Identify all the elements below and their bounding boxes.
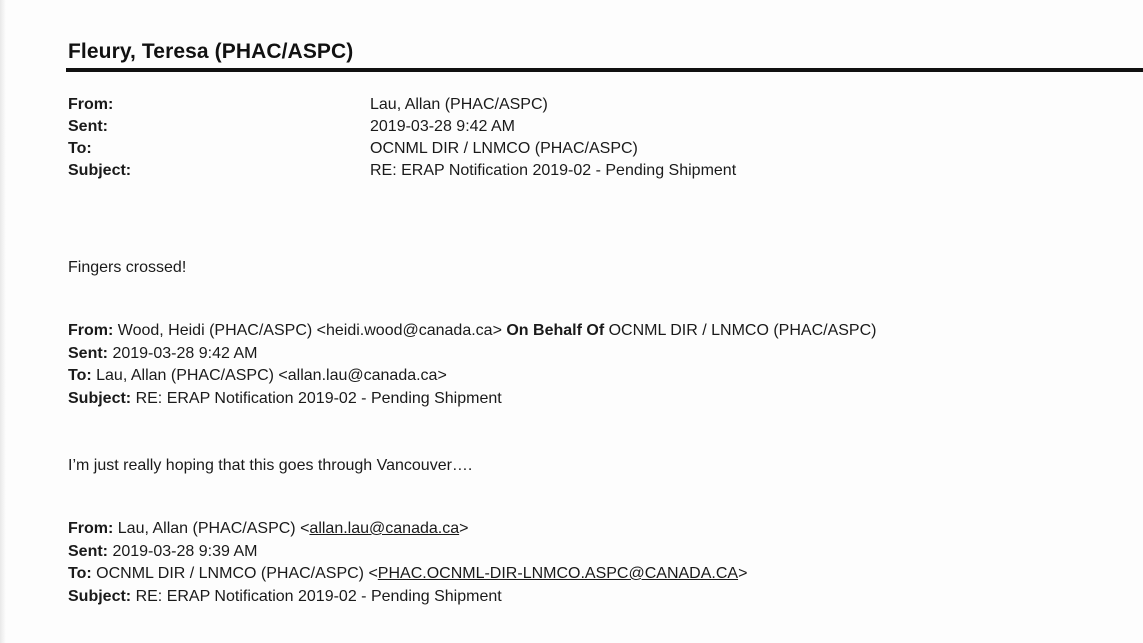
header-from-row <box>68 94 968 116</box>
quoted-1-message: I’m just really hoping that this goes through Vancouver…. <box>68 457 473 474</box>
quoted-1-subject-value: RE: ERAP Notification 2019-02 - Pending Shipment <box>131 389 502 407</box>
header-to-row <box>68 138 968 160</box>
header-subject-row <box>68 160 968 182</box>
owner-divider-rule <box>66 68 1143 72</box>
quoted-1-sent-line <box>68 343 876 366</box>
mailbox-owner-name: Fleury, Teresa (PHAC/ASPC) <box>68 40 354 63</box>
quoted-2-sent-label: Sent: <box>68 542 108 560</box>
quoted-1-to-line <box>68 365 876 388</box>
quoted-message-1 <box>68 320 876 410</box>
quoted-1-behalf-label: On Behalf Of <box>506 322 605 339</box>
quoted-2-to-close: > <box>738 565 748 582</box>
header-sent-label: Sent: <box>68 118 108 135</box>
quoted-1-to-value: Lau, Allan (PHAC/ASPC) <allan.lau@canada.ca> <box>91 367 447 384</box>
quoted-1-from-value: Wood, Heidi (PHAC/ASPC) <heidi.wood@canada.ca> <box>113 322 507 339</box>
quoted-1-sent-label: Sent: <box>68 344 108 362</box>
quoted-message-2 <box>68 518 747 608</box>
header-to-value: OCNML DIR / LNMCO (PHAC/ASPC) <box>370 140 638 157</box>
quoted-2-from-email-link[interactable]: allan.lau@canada.ca <box>309 520 460 537</box>
quoted-2-from-name: Lau, Allan (PHAC/ASPC) < <box>113 520 310 537</box>
header-subject-label: Subject: <box>68 162 132 179</box>
quoted-1-subject-line <box>68 388 876 411</box>
page-edge-shadow <box>0 0 6 643</box>
quoted-1-from-label: From: <box>68 322 114 339</box>
header-from-value: Lau, Allan (PHAC/ASPC) <box>370 96 548 113</box>
header-from-label: From: <box>68 96 114 113</box>
quoted-1-sent-value: 2019-03-28 9:42 AM <box>108 344 258 362</box>
quoted-2-sent-value: 2019-03-28 9:39 AM <box>108 542 258 560</box>
header-subject-value: RE: ERAP Notification 2019-02 - Pending Shipment <box>370 162 737 179</box>
quoted-2-from-line <box>68 518 747 541</box>
quoted-2-to-line <box>68 563 747 586</box>
quoted-1-subject-label: Subject: <box>68 389 132 407</box>
quoted-2-subject-label: Subject: <box>68 587 132 605</box>
quoted-2-to-label: To: <box>68 565 92 582</box>
quoted-2-to-name: OCNML DIR / LNMCO (PHAC/ASPC) < <box>91 565 378 582</box>
quoted-2-to-email-link[interactable]: PHAC.OCNML-DIR-LNMCO.ASPC@CANADA.CA <box>377 565 739 582</box>
quoted-2-from-label: From: <box>68 520 114 537</box>
quoted-1-from-line <box>68 320 876 343</box>
quoted-2-subject-line <box>68 586 747 609</box>
body-message: Fingers crossed! <box>68 259 187 276</box>
header-to-label: To: <box>68 140 92 157</box>
quoted-1-behalf-value: OCNML DIR / LNMCO (PHAC/ASPC) <box>604 322 877 339</box>
message-header <box>68 94 968 182</box>
header-sent-row <box>68 116 968 138</box>
quoted-2-sent-line <box>68 541 747 564</box>
quoted-2-subject-value: RE: ERAP Notification 2019-02 - Pending Shipment <box>131 587 502 605</box>
quoted-1-to-label: To: <box>68 367 92 384</box>
quoted-2-from-close: > <box>459 520 469 537</box>
header-sent-value: 2019-03-28 9:42 AM <box>370 118 515 135</box>
